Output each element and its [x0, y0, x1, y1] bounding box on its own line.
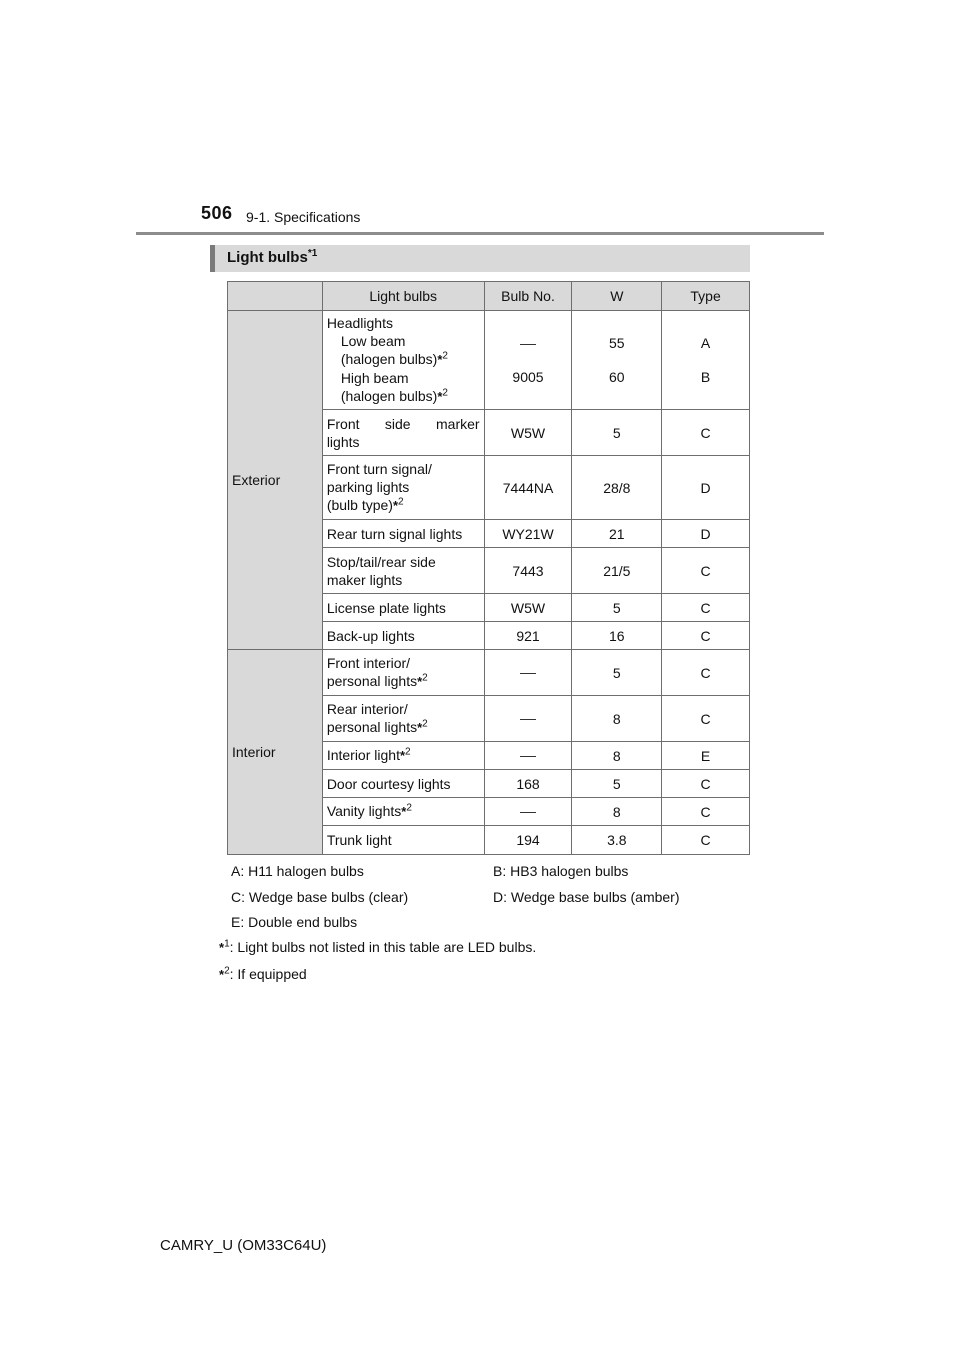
legend-a: A: H11 halogen bulbs — [231, 863, 364, 879]
bulb-front-side-marker: W5W — [484, 410, 572, 456]
watts-interior: 8 — [572, 742, 662, 770]
type-vanity: C — [662, 798, 750, 826]
bulb-rear-turn: WY21W — [484, 520, 572, 548]
light-bulbs-table — [227, 281, 750, 855]
watts-headlights: 55 60 — [572, 311, 662, 410]
watts-vanity: 8 — [572, 798, 662, 826]
group-exterior: Exterior — [228, 311, 323, 650]
bulb-door: 168 — [484, 770, 572, 798]
type-interior: E — [662, 742, 750, 770]
light-rear-interior: Rear interior/ personal lights*$^2$ — [322, 696, 484, 742]
table-header-row — [228, 282, 750, 311]
page-number: 506 — [201, 203, 233, 223]
watts-stop-tail: 21/5 — [572, 548, 662, 594]
section-title-footnote: *1 — [307, 248, 318, 259]
headlights-title: Headlights — [326, 315, 393, 331]
light-headlights — [322, 311, 484, 410]
bulb-headlights: 9005 — [484, 311, 572, 410]
section-title — [227, 249, 317, 266]
header-cell-empty — [228, 282, 323, 311]
legend-d: D: Wedge base bulbs (amber) — [493, 889, 680, 905]
dash-icon — [520, 756, 536, 757]
bulb-rear-interior — [484, 696, 572, 742]
light-license: License plate lights — [322, 594, 484, 622]
light-door: Door courtesy lights — [322, 770, 484, 798]
light-stop-tail: Stop/tail/rear side maker lights — [322, 548, 484, 594]
legend-e: E: Double end bulbs — [231, 914, 358, 930]
footer-model: CAMRY_U (OM33C64U) — [160, 1237, 327, 1254]
light-interior: Interior light*$^2$ — [322, 742, 484, 770]
type-license: C — [662, 594, 750, 622]
bulb-stop-tail: 7443 — [484, 548, 572, 594]
dash-icon — [520, 344, 536, 345]
dash-icon — [520, 673, 536, 674]
header-cell-watts: W — [572, 282, 662, 311]
section-heading-bar — [210, 245, 750, 272]
light-trunk: Trunk light — [322, 826, 484, 855]
bulb-license: W5W — [484, 594, 572, 622]
watts-door: 5 — [572, 770, 662, 798]
type-front-interior: C — [662, 650, 750, 696]
type-trunk: C — [662, 826, 750, 855]
watts-license: 5 — [572, 594, 662, 622]
light-vanity: Vanity lights*$^2$ — [322, 798, 484, 826]
bulb-front-turn: 7444NA — [484, 456, 572, 520]
watts-trunk: 3.8 — [572, 826, 662, 855]
type-door: C — [662, 770, 750, 798]
footnote-2: *$^2$: If equipped — [219, 965, 307, 982]
legend-b: B: HB3 halogen bulbs — [493, 863, 629, 879]
watts-rear-interior: 8 — [572, 696, 662, 742]
table-row — [228, 650, 750, 696]
legend-c: C: Wedge base bulbs (clear) — [231, 889, 409, 905]
header-cell-light-bulbs: Light bulbs — [322, 282, 484, 311]
type-stop-tail: C — [662, 548, 750, 594]
chapter-title: 9-1. Specifications — [246, 209, 361, 225]
watts-front-interior: 5 — [572, 650, 662, 696]
type-rear-turn: D — [662, 520, 750, 548]
bulb-vanity — [484, 798, 572, 826]
watts-front-turn: 28/8 — [572, 456, 662, 520]
light-front-interior: Front interior/ personal lights*$^2$ — [322, 650, 484, 696]
group-interior: Interior — [228, 650, 323, 855]
dash-icon — [520, 812, 536, 813]
type-front-side-marker: C — [662, 410, 750, 456]
light-front-side-marker: Front side marker lights — [322, 410, 484, 456]
bulb-trunk: 194 — [484, 826, 572, 855]
footnote-1: *$^1$: Light bulbs not listed in this table are LED bulbs. — [219, 938, 537, 955]
light-rear-turn: Rear turn signal lights — [322, 520, 484, 548]
watts-front-side-marker: 5 — [572, 410, 662, 456]
light-backup: Back-up lights — [322, 622, 484, 650]
dash-icon — [520, 719, 536, 720]
type-front-turn: D — [662, 456, 750, 520]
bulb-backup: 921 — [484, 622, 572, 650]
watts-rear-turn: 21 — [572, 520, 662, 548]
low-beam-label: Low beam — [340, 333, 406, 349]
header-cell-type: Type — [662, 282, 750, 311]
section-title-text: Light bulbs — [227, 249, 308, 266]
type-headlights: A B — [662, 311, 750, 410]
high-beam-label: High beam — [340, 370, 409, 386]
type-rear-interior: C — [662, 696, 750, 742]
table-row — [228, 311, 750, 410]
watts-backup: 16 — [572, 622, 662, 650]
low-beam-sub: (halogen bulbs)*$^2$ — [340, 350, 448, 367]
bulb-front-interior — [484, 650, 572, 696]
header-cell-bulb-no: Bulb No. — [484, 282, 572, 311]
type-backup: C — [662, 622, 750, 650]
header-divider — [136, 232, 824, 235]
high-beam-sub: (halogen bulbs)*$^2$ — [340, 387, 448, 404]
light-front-turn: Front turn signal/ parking lights (bulb type)*$^2$ — [322, 456, 484, 520]
bulb-interior — [484, 742, 572, 770]
